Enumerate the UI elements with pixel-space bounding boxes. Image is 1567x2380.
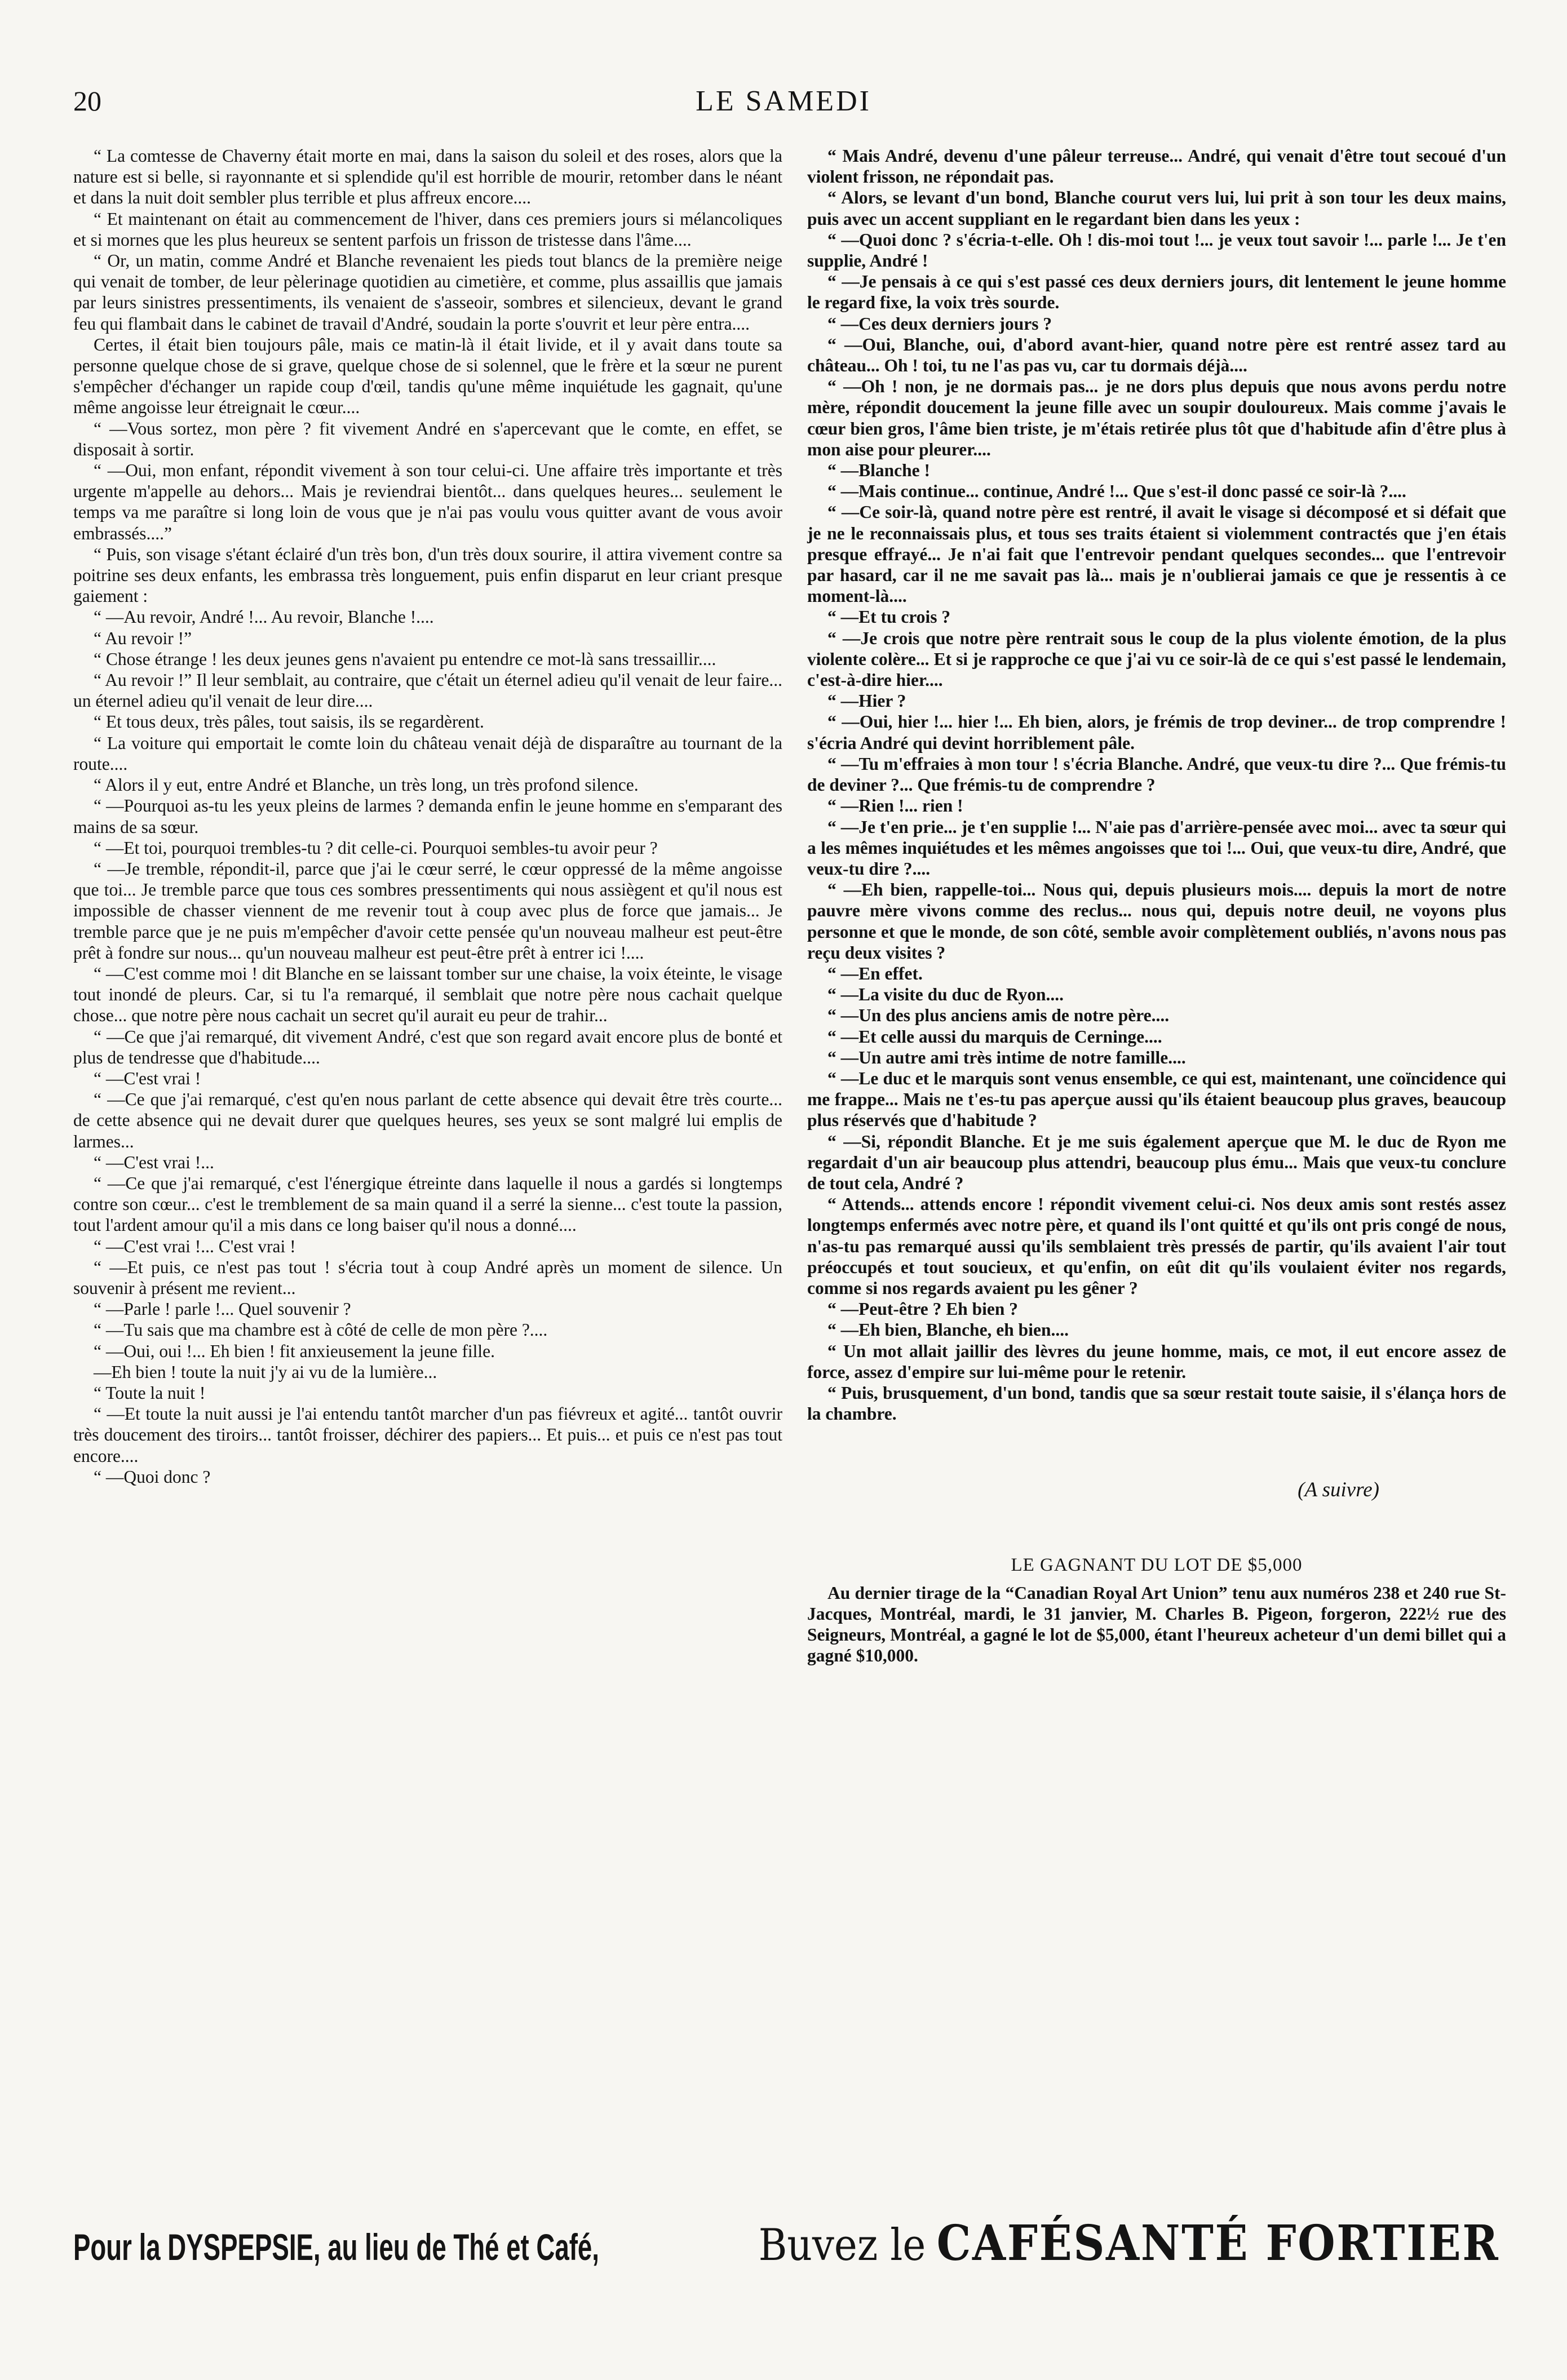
- paragraph: “ —Je crois que notre père rentrait sous le coup de la plus violente émotion, de la plus violente colère... Et si je rapproche ce que j'ai vu ce soir-là de ce qui s'est passé le lendemain, c'est-à-dire hier....: [807, 628, 1506, 690]
- paragraph: “ —Tu sais que ma chambre est à côté de celle de mon père ?....: [94, 1320, 548, 1340]
- paragraph: “ —C'est vrai !: [94, 1068, 201, 1088]
- paragraph: “ —Je pensais à ce qui s'est passé ces deux derniers jours, dit lentement le jeune homme le regard fixe, la voix très sourde.: [807, 272, 1506, 313]
- notice-body: [807, 1583, 1506, 1667]
- paragraph: “ —Oui, mon enfant, répondit vivement à son tour celui-ci. Une affaire très importante et très urgente m'appelle au dehors... Mais je reviendrai bientôt... dans quelques heures... seulement le temps va me paraître si long loin de vous que je n'ai pas voulu vous quitter avant de vous avoir embrassés....”: [73, 460, 782, 543]
- paragraph: “ —Mais continue... continue, André !... Que s'est-il donc passé ce soir-là ?....: [827, 481, 1406, 502]
- paragraph: “ —Et puis, ce n'est pas tout ! s'écria tout à coup André après un moment de silence. Un souvenir à présent me revient...: [73, 1257, 782, 1298]
- paragraph: “ La voiture qui emportait le comte loin du château venait déjà de disparaître au tournant de la route....: [73, 733, 782, 774]
- paragraph: “ —Et toi, pourquoi trembles-tu ? dit celle-ci. Pourquoi sembles-tu avoir peur ?: [94, 837, 658, 858]
- paragraph: “ —La visite du duc de Ryon....: [827, 985, 1064, 1005]
- paragraph: “ —Ce que j'ai remarqué, c'est qu'en nous parlant de cette absence qui devait être très courte... de cette absence qui ne devait durer que quelques heures, ses yeux se sont malgré lui emplis de larmes...: [73, 1089, 782, 1151]
- notice-text: Au dernier tirage de la “Canadian Royal Art Union” tenu aux numéros 238 et 240 rue St-Jacques, Montréal, mardi, le 31 janvier, M. Charles B. Pigeon, forgeron, 222½ rue des Seigneurs, Montréal, a gagné le lot de $5,000, étant l'heureux acheteur d'un demi billet qui a gagné $10,000.: [807, 1583, 1506, 1666]
- advertisement-banner: [73, 2215, 1499, 2277]
- right-text-column: [807, 145, 1506, 1667]
- paragraph: “ Au revoir !”: [94, 628, 192, 648]
- paragraph: “ —Tu m'effraies à mon tour ! s'écria Blanche. André, que veux-tu dire ?... Que frémis-tu de deviner ?... Que frémis-tu de comprendre ?: [807, 754, 1506, 795]
- paragraph: “ —En effet.: [827, 963, 923, 983]
- paragraph: “ —C'est vrai !... C'est vrai !: [94, 1236, 296, 1256]
- ad-text-dyspepsie: Pour la DYSPEPSIE, au lieu de Thé et Café,: [73, 2226, 599, 2268]
- paragraph: “ Au revoir !” Il leur semblait, au contraire, que c'était un éternel adieu qu'il venait de leur faire... un éternel adieu qu'il venait de leur dire....: [73, 670, 782, 711]
- page-number: 20: [73, 85, 101, 117]
- paragraph: “ —Et tu crois ?: [827, 607, 951, 627]
- paragraph: “ —Parle ! parle !... Quel souvenir ?: [94, 1299, 351, 1319]
- paragraph: “ —Un autre ami très intime de notre famille....: [827, 1047, 1186, 1067]
- paragraph: “ —Ces deux derniers jours ?: [827, 313, 1052, 334]
- paragraph: “ —Hier ?: [827, 691, 906, 711]
- paragraph: “ —Je tremble, répondit-il, parce que j'ai le cœur serré, le cœur oppressé de la même angoisse que toi... Je tremble parce que tous ces sombres pressentiments qui nous assiègent et qu'il nous est impossible de chasser viennent de me revenir tout à coup avec plus de force que jamais... Je tremble parce que je ne puis m'empêcher d'avoir cette pensée qu'un nouveau malheur est peut-être prêt à fondre sur nous... qu'un nouveau malheur est peut-être prêt à entrer ici !....: [73, 858, 782, 963]
- paragraph: “ —Eh bien, Blanche, eh bien....: [827, 1320, 1069, 1340]
- continuation-note: (A suivre): [1298, 1478, 1379, 1502]
- paragraph: “ —Si, répondit Blanche. Et je me suis également aperçue que M. le duc de Ryon me regardait d'un air beaucoup plus attendri, beaucoup plus ému... Mais que veux-tu conclure de tout cela, André ?: [807, 1131, 1506, 1193]
- paragraph: “ —Ce que j'ai remarqué, dit vivement André, c'est que son regard avait encore plus de bonté et plus de tendresse que d'habitude....: [73, 1026, 782, 1067]
- paragraph: “ —Vous sortez, mon père ? fit vivement André en s'apercevant que le comte, en effet, se disposait à sortir.: [73, 418, 782, 459]
- paragraph: “ —Quoi donc ? s'écria-t-elle. Oh ! dis-moi tout !... je veux tout savoir !... parle !... Je t'en supplie, André !: [807, 229, 1506, 271]
- paragraph: “ —Un des plus anciens amis de notre père....: [827, 1005, 1170, 1026]
- masthead-title: LE SAMEDI: [696, 85, 871, 117]
- paragraph: “ —Et celle aussi du marquis de Cerninge....: [827, 1026, 1162, 1047]
- paragraph: “ —Pourquoi as-tu les yeux pleins de larmes ? demanda enfin le jeune homme en s'emparant des mains de sa sœur.: [73, 796, 782, 837]
- paragraph: “ Or, un matin, comme André et Blanche revenaient les pieds tout blancs de la première neige qui venait de tomber, de leur pèlerinage quotidien au cimetière, et comme, plus assaillis que jamais par leurs sinistres pressentiments, ils venaient de s'asseoir, sombres et silencieux, devant le grand feu qui flambait dans le cabinet de travail d'André, soudain la porte s'ouvrit et leur père entra....: [73, 251, 782, 334]
- paragraph: “ Chose étrange ! les deux jeunes gens n'avaient pu entendre ce mot-là sans tressaillir....: [94, 649, 716, 669]
- left-text-column: [73, 145, 782, 1487]
- paragraph: “ La comtesse de Chaverny était morte en mai, dans la saison du soleil et des roses, alors que la nature est si belle, si rayonnante et si splendide qu'il est horrible de mourir, retomber dans le néant et dans la nuit doit sembler plus terrible et plus affreux encore....: [73, 146, 782, 208]
- paragraph: “ —Oh ! non, je ne dormais pas... je ne dors plus depuis que nous avons perdu notre mère, répondit doucement la jeune fille avec un soupir douloureux. Mais comme j'avais le cœur bien gros, l'âme bien triste, je m'étais retirée plus tôt que d'habitude afin d'être plus à mon aise pour pleurer....: [807, 376, 1506, 459]
- paragraph: “ —C'est comme moi ! dit Blanche en se laissant tomber sur une chaise, la voix éteinte, le visage tout inondé de pleurs. Car, si tu l'a remarqué, il semblait que notre père nous cachait quelque chose... que notre père nous cachait un secret qu'il aurait eu peur de trahir...: [73, 963, 782, 1026]
- paragraph: “ —Ce que j'ai remarqué, c'est l'énergique étreinte dans laquelle il nous a gardés si longtemps contre son cœur... c'est le tremblement de sa main quand il a serré la sienne... c'est toute la passion, tout l'ardent amour qu'il a mis dans ce long baiser qu'il nous a donné....: [73, 1173, 782, 1235]
- paragraph: “ —Quoi donc ?: [94, 1466, 211, 1487]
- paragraph: “ —Oui, hier !... hier !... Eh bien, alors, je frémis de trop deviner... de trop comprendre ! s'écria André qui devint horriblement pâle.: [807, 712, 1506, 753]
- paragraph: “ Puis, brusquement, d'un bond, tandis que sa sœur restait toute saisie, il s'élança hors de la chambre.: [807, 1382, 1506, 1424]
- paragraph: “ —Peut-être ? Eh bien ?: [827, 1299, 1019, 1319]
- notice-title: LE GAGNANT DU LOT DE $5,000: [1011, 1554, 1303, 1575]
- paragraph: “ Toute la nuit !: [94, 1382, 206, 1403]
- paragraph: “ Et tous deux, très pâles, tout saisis, ils se regardèrent.: [94, 712, 484, 732]
- paragraph: “ Un mot allait jaillir des lèvres du jeune homme, mais, ce mot, il eut encore assez de force, assez d'empire sur lui-même pour le retenir.: [807, 1341, 1506, 1382]
- paragraph: “ —Le duc et le marquis sont venus ensemble, ce qui est, maintenant, une coïncidence qui me frappe... Mais ne t'es-tu pas aperçue aussi qu'ils étaient beaucoup plus graves, beaucoup plus réservés que d'habitude ?: [807, 1068, 1506, 1131]
- page-header: [73, 85, 1494, 130]
- ad-text-buvez: Buvez le: [758, 2220, 926, 2271]
- ad-text-brand: CAFÉSANTÉ FORTIER: [936, 2215, 1499, 2272]
- paragraph: “ —Eh bien, rappelle-toi... Nous qui, depuis plusieurs mois.... depuis la mort de notre pauvre mère vivons comme des reclus... nous qui, depuis notre deuil, ne voyons plus personne et que le monde, de son côté, semble avoir complètement oubliés, n'avons nous pas reçu deux visites ?: [807, 880, 1506, 963]
- paragraph: “ —Ce soir-là, quand notre père est rentré, il avait le visage si décomposé et si défait que je ne le reconnaissais plus, et tous ses traits étaient si violemment contractés que j'en étais presque effrayé... Je n'ai fait que l'entrevoir pendant quelques secondes... que l'entrevoir par hasard, car il ne me savait pas là... mais je n'oublierai jamais ce que je ressentis à ce moment-là....: [807, 502, 1506, 606]
- paragraph: Certes, il était bien toujours pâle, mais ce matin-là il était livide, et il y avait dans toute sa personne quelque chose de si grave, quelque chose de si solennel, que le frère et la sœur ne purent s'empêcher d'échanger un rapide coup d'œil, tandis qu'une même inquiétude les gagnait, qu'une même angoisse leur étreignait le cœur....: [73, 334, 782, 418]
- paragraph: “ —Je t'en prie... je t'en supplie !... N'aie pas d'arrière-pensée avec moi... avec ta sœur qui a les mêmes inquiétudes et les mêmes angoisses que toi !... Oui, que veux-tu dire, André, que veux-tu dire ?....: [807, 817, 1506, 879]
- paragraph: “ —Blanche !: [827, 460, 931, 481]
- paragraph: “ —Oui, oui !... Eh bien ! fit anxieusement la jeune fille.: [94, 1341, 495, 1361]
- paragraph: “ —Rien !... rien !: [827, 796, 963, 816]
- paragraph: “ —Oui, Blanche, oui, d'abord avant-hier, quand notre père est rentré assez tard au château... Oh ! toi, tu ne l'as pas vu, car tu dormais déjà....: [807, 334, 1506, 376]
- paragraph: “ —Et toute la nuit aussi je l'ai entendu tantôt marcher d'un pas fiévreux et agité... tantôt ouvrir très doucement des tiroirs... tantôt froisser, déchirer des papiers... Et puis... et puis ce n'est pas tout encore....: [73, 1404, 782, 1466]
- paragraph: “ Alors, se levant d'un bond, Blanche courut vers lui, lui prit à son tour les deux mains, puis avec un accent suppliant en le regardant bien dans les yeux :: [807, 188, 1506, 229]
- right-column-paragraphs: [807, 145, 1506, 1424]
- paragraph: “ —C'est vrai !...: [94, 1152, 214, 1172]
- paragraph: —Eh bien ! toute la nuit j'y ai vu de la lumière...: [94, 1362, 437, 1382]
- paragraph: “ Puis, son visage s'étant éclairé d'un très bon, d'un très doux sourire, il attira vivement contre sa poitrine ses deux enfants, les embrassa très longuement, puis enfin disparut en leur criant presque gaiement :: [73, 544, 782, 606]
- paragraph: “ Et maintenant on était au commencement de l'hiver, dans ces premiers jours si mélancoliques et si mornes que les plus heureux se sentent parfois un frisson de tristesse dans l'âme....: [73, 209, 782, 250]
- paragraph: “ Mais André, devenu d'une pâleur terreuse... André, qui venait d'être tout secoué d'un violent frisson, ne répondait pas.: [807, 146, 1506, 187]
- paragraph: “ Alors il y eut, entre André et Blanche, un très long, un très profond silence.: [94, 775, 639, 795]
- paragraph: “ —Au revoir, André !... Au revoir, Blanche !....: [94, 607, 434, 627]
- paragraph: “ Attends... attends encore ! répondit vivement celui-ci. Nos deux amis sont restés assez longtemps enfermés avec notre père, et quand ils l'ont quitté et qu'ils ont pris congé de nous, n'as-tu pas remarqué aussi qu'ils semblaient très pressés de partir, qu'ils avaient l'air tout préoccupés et tout soucieux, et qu'enfin, on eût dit qu'ils voulaient éviter nos regards, comme si nos regards avaient pu les gêner ?: [807, 1194, 1506, 1298]
